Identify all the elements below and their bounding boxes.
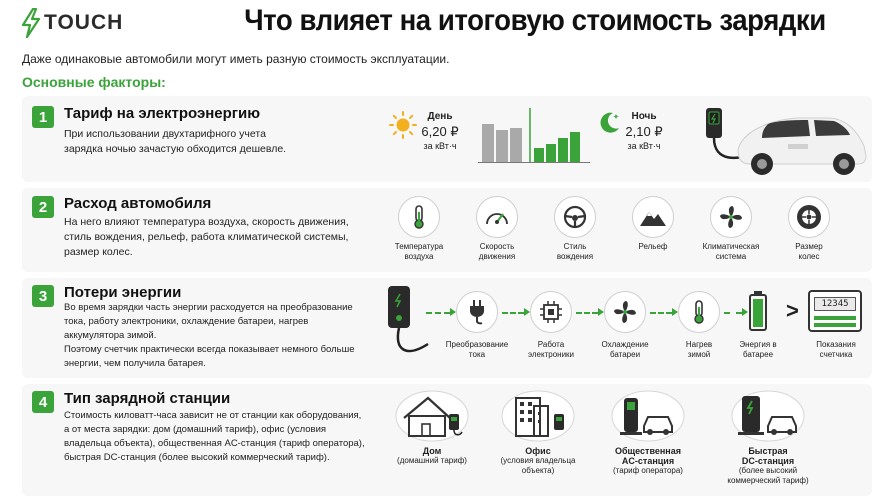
tariff-bars-chart	[478, 106, 590, 164]
section-desc-line: тока, работу электроники, охлаждение батареи, нагрев	[64, 316, 309, 327]
section-title: Потери энергии	[64, 284, 182, 301]
thermometer-icon	[678, 291, 720, 333]
wallbox-icon	[384, 284, 430, 360]
fan-icon	[710, 196, 752, 238]
section-title: Тип зарядной станции	[64, 390, 231, 407]
night-price: 2,10 ₽	[625, 124, 663, 139]
section-number: 2	[32, 196, 54, 218]
step-label: Работа электроники	[527, 340, 575, 359]
section-desc-line: владельца объекта), общественная AC-станция (тариф оператора),	[64, 438, 365, 449]
factors-heading: Основные факторы:	[22, 74, 166, 90]
greater-than-sign: >	[786, 298, 799, 323]
dc-station-icon	[730, 386, 806, 442]
section-desc-line: Во время зарядки часть энергии расходуется на преобразование	[64, 302, 353, 313]
speedometer-icon	[476, 196, 518, 238]
steering-wheel-icon	[554, 196, 596, 238]
section-energy-losses	[22, 278, 872, 378]
section-title: Расход автомобиля	[64, 195, 212, 212]
station-label: Общественная AC-станция (тариф оператора)	[613, 446, 683, 475]
day-bar	[510, 128, 522, 162]
night-bar	[570, 132, 580, 162]
brand-name: TOUCH	[44, 11, 124, 34]
step-label: Показания счетчика	[816, 340, 856, 359]
station-label: Дом (домашний тариф)	[397, 446, 467, 465]
wheel-icon	[788, 196, 830, 238]
night-unit: за кВт·ч	[627, 141, 661, 151]
ac-station-icon	[610, 386, 686, 442]
meter-display: 12345	[814, 297, 856, 311]
station-label: Быстрая DC-станция (более высокий коммерческий тариф)	[727, 446, 809, 485]
day-label: День	[427, 111, 453, 122]
section-desc-line: аккумулятора зимой.	[64, 330, 157, 341]
section-tariff	[22, 96, 872, 182]
section-number: 4	[32, 391, 54, 413]
page-subtitle: Даже одинаковые автомобили могут иметь разную стоимость эксплуатации.	[22, 52, 450, 66]
night-label: Ночь	[631, 111, 657, 122]
plug-icon	[456, 291, 498, 333]
section-desc-line: размер колес.	[64, 246, 133, 258]
section-desc-line: Стоимость киловатт-часа зависит не от станции как оборудования,	[64, 410, 362, 421]
factor-label: Размер колес	[795, 242, 823, 261]
section-desc-line: энергии, чем получила батарея.	[64, 358, 206, 369]
meter-icon	[808, 290, 862, 332]
section-consumption	[22, 188, 872, 272]
page-title: Что влияет на итоговую стоимость зарядки	[244, 4, 826, 37]
factor-label: Скорость движения	[478, 242, 516, 261]
night-bar	[558, 138, 568, 162]
factor-label: Рельеф	[638, 242, 668, 251]
step-label: Нагрев зимой	[685, 340, 713, 359]
section-desc-line: а от места зарядки: дом (домашний тариф), офис (условия	[64, 424, 327, 435]
day-price: 6,20 ₽	[421, 124, 459, 139]
station-label: Офис (условия владельца объекта)	[500, 446, 576, 475]
step-label: Охлаждение батареи	[601, 340, 649, 359]
day-bar	[496, 130, 508, 162]
step-label: Энергия в батарее	[739, 340, 777, 359]
night-rate	[618, 110, 670, 152]
night-bar	[546, 144, 556, 162]
lightning-icon	[20, 8, 42, 38]
factor-label: Климатическая система	[702, 242, 760, 261]
night-bar	[534, 148, 544, 162]
section-number: 3	[32, 285, 54, 307]
section-desc-line: зарядка ночью зачастую обходится дешевле.	[64, 143, 287, 155]
office-icon	[500, 386, 576, 442]
car-charging-illustration	[698, 102, 870, 178]
section-title: Тариф на электроэнергию	[64, 105, 261, 122]
section-desc-line: Поэтому счетчик практически всегда показывает немного больше	[64, 344, 355, 355]
mountains-icon	[632, 196, 674, 238]
day-rate	[414, 110, 466, 152]
section-station-type	[22, 384, 872, 496]
brand-logo	[20, 6, 140, 40]
factor-label: Температура воздуха	[394, 242, 444, 261]
thermometer-icon	[398, 196, 440, 238]
house-icon	[394, 386, 470, 442]
section-desc-line: При использовании двухтарифного учета	[64, 128, 266, 140]
chip-icon	[530, 291, 572, 333]
step-label: Преобразование тока	[445, 340, 509, 359]
battery-icon	[748, 290, 768, 332]
day-unit: за кВт·ч	[423, 141, 457, 151]
fan-icon	[604, 291, 646, 333]
day-bar	[482, 124, 494, 162]
factor-label: Стиль вождения	[556, 242, 594, 261]
section-desc-line: быстрая DC-станция (более высокий коммерческий тариф).	[64, 452, 330, 463]
section-desc-line: На него влияют температура воздуха, скорость движения,	[64, 216, 349, 228]
section-number: 1	[32, 106, 54, 128]
section-desc-line: стиль вождения, рельеф, работа климатической системы,	[64, 231, 349, 243]
